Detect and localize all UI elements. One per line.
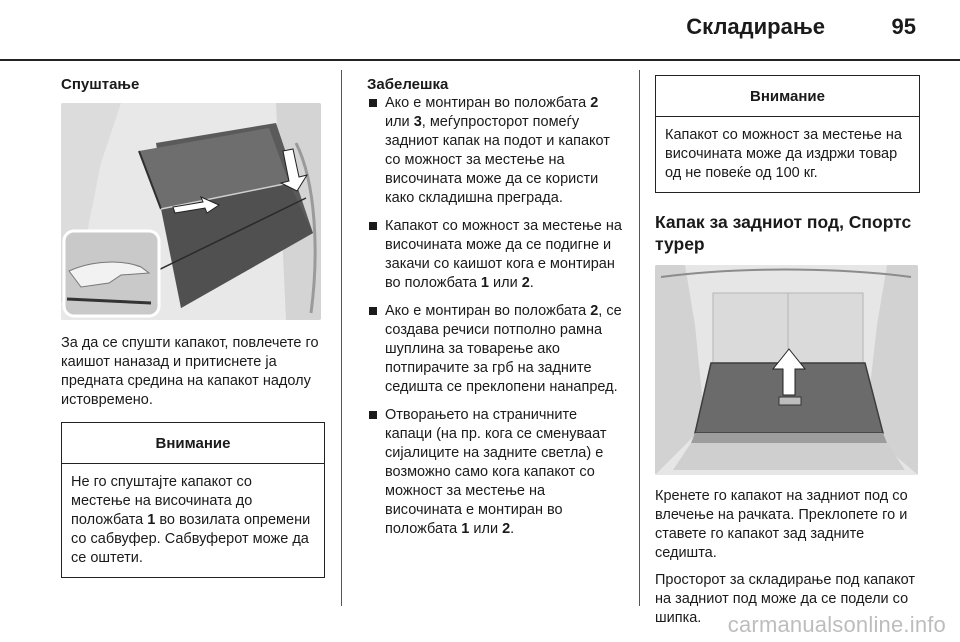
figure-rear-floor-cover-sports-tourer (655, 265, 918, 475)
list-item: Ако е монтиран во положбата 2, се создава речиси потполно рамна шуплина за товарење ако потпирачите за грб на задните седишта се преклопени нанапред. (367, 302, 625, 397)
page-header-title: Складирање (686, 14, 825, 39)
paragraph-storage-divider: Просторот за складирање под капакот на задниот под може да се подели со шипка. (655, 572, 916, 626)
watermark: carmanualsonline.info (727, 612, 946, 637)
warning-title: Внимание (62, 423, 324, 464)
header-rule (0, 59, 960, 61)
column-divider-2 (639, 70, 640, 606)
warning-body: Не го спуштајте капакот со местење на височината до положбата 1 во возилата опремени со сабвуфер. Сабвуферот може да се оштети. (71, 474, 311, 566)
column-2 (367, 75, 625, 548)
column-divider-1 (341, 70, 342, 606)
section-title-rear-floor-cover: Капак за задниот под, Спортс турер (655, 212, 912, 254)
warning-title: Внимание (656, 76, 919, 117)
note-bullet-list (367, 94, 625, 539)
page-number: 95 (891, 14, 916, 39)
warning-box-load-limit (655, 75, 920, 193)
warning-box-subwoofer (61, 422, 325, 578)
section-title-lowering: Спуштање (61, 76, 140, 93)
column-3 (655, 75, 920, 636)
list-item: Отворањето на страничните капаци (на пр. кога се сменуваат сијалиците на задните светла) е возможно само кога капакот со можност за местење на височината е монтиран во положбата 1 или 2. (367, 406, 625, 539)
figure-floor-cover-lowering (61, 103, 321, 320)
list-item: Капакот со можност за местење на височината може да се подигне и закачи со каишот кога е монтиран во положбата 1 или 2. (367, 217, 625, 293)
note-title: Забелешка (367, 76, 449, 93)
paragraph-lift-cover: Кренете го капакот на задниот под со влечење на рачката. Преклопете го и ставете го капакот зад задните седишта. (655, 488, 908, 561)
paragraph-lowering-instructions: За да се спушти капакот, повлечете го каишот наназад и притиснете ја предната средина на капакот надолу истовремено. (61, 335, 319, 408)
list-item: Ако е монтиран во положбата 2 или 3, меѓупросторот помеѓу задниот капак на подот и капакот со можност за местење на височината може да се користи како складишна преграда. (367, 94, 625, 208)
column-1 (61, 75, 325, 578)
warning-body: Капакот со можност за местење на височината може да издржи товар од не повеќе од 100 кг. (665, 127, 902, 181)
